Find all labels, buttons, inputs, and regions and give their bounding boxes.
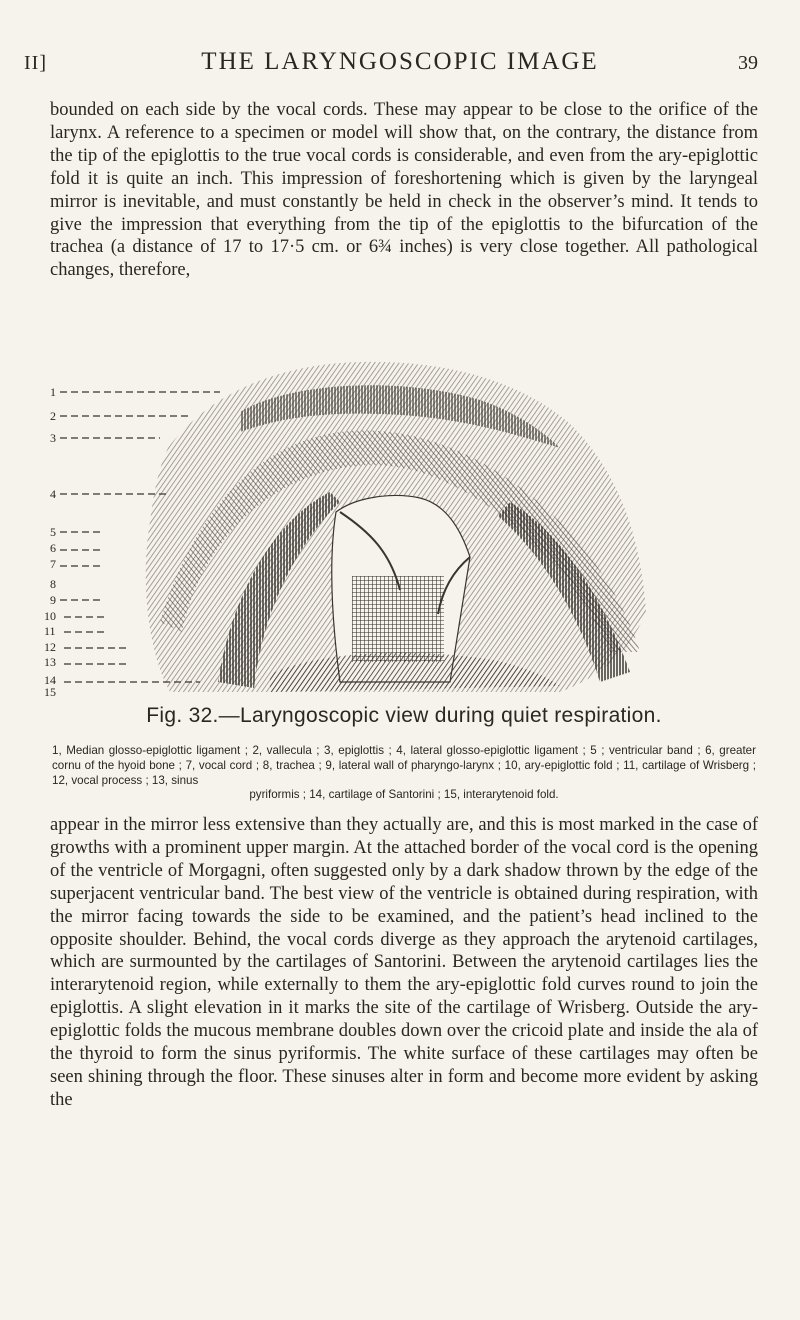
figure-label-7: 7 xyxy=(50,557,56,571)
body-paragraph-top: bounded on each side by the vocal cords. These may appear to be close to the orifice of the larynx. A reference to a specimen or model will show that, on the contrary, the distance from the tip of the epiglottis to the true vocal cords is considerable, and even from the ary-epiglottic fold it is quite an inch. This impression of foreshortening which is given by the laryngeal mirror is inevitable, and must constantly be held in check in the observer’s mind. It tends to give the impression that everything from the tip of the epiglottis to the bifurcation of the trachea (a distance of 17 to 17·5 cm. or 6¾ inches) is very close together. All pathological changes, therefore, xyxy=(50,100,758,281)
page-number: 39 xyxy=(738,52,758,74)
figure-label-13: 13 xyxy=(44,655,56,669)
figure-label-6: 6 xyxy=(50,541,56,555)
figure-label-10: 10 xyxy=(44,609,56,623)
larynx-engraving xyxy=(40,352,660,696)
figure-legend xyxy=(52,744,756,803)
figure-label-4: 4 xyxy=(50,487,56,501)
figure-label-9: 9 xyxy=(50,593,56,607)
figure-legend-last: pyriformis ; 14, cartilage of Santorini ; 15, interarytenoid fold. xyxy=(249,788,559,802)
running-title: THE LARYNGOSCOPIC IMAGE xyxy=(201,48,599,75)
figure-label-15: 15 xyxy=(44,685,56,696)
figure-label-14: 14 xyxy=(44,673,56,687)
chapter-number: II] xyxy=(24,52,47,74)
figure-label-3: 3 xyxy=(50,431,56,445)
figure-caption: Fig. 32.—Laryngoscopic view during quiet respiration. xyxy=(146,704,662,727)
figure-label-2: 2 xyxy=(50,409,56,423)
body-paragraph-bottom: appear in the mirror less extensive than they actually are, and this is most marked in the case of growths with a prominent upper margin. At the attached border of the vocal cord is the opening of the ventricle of Morgagni, often suggested only by a dark shadow thrown by the edge of the superjacent ventricular band. The best view of the ventricle is obtained during respiration, with the mirror facing towards the side to be examined, and the patient’s head inclined to the opposite shoulder. Behind, the vocal cords diverge as they approach the arytenoid cartilages, which are surmounted by the cartilages of Santorini. Between the arytenoid cartilages lies the interarytenoid region, while externally to them the ary-epiglottic fold curves round to join the epiglottis. A slight elevation in it marks the site of the cartilage of Wrisberg. Outside the ary-epiglottic folds the mucous membrane doubles down over the cricoid plate and inside the ala of the thyroid to form the sinus pyriformis. The white surface of these cartilages may often be seen shining through the floor. These sinuses alter in form and become more evident by asking the xyxy=(50,815,758,1110)
figure-label-8: 8 xyxy=(50,577,56,591)
laryngoscopic-figure xyxy=(40,352,660,696)
figure-label-5: 5 xyxy=(50,525,56,539)
figure-label-11: 11 xyxy=(44,624,56,638)
figure-label-12: 12 xyxy=(44,640,56,654)
figure-label-1: 1 xyxy=(50,385,56,399)
figure-legend-main: 1, Median glosso-epiglottic ligament ; 2, vallecula ; 3, epiglottis ; 4, lateral glosso-epiglottic ligament ; 5 ; ventricular band ; 6, greater cornu of the hyoid bone ; 7, vocal cord ; 8, trachea ; 9, lateral wall of pharyngo-larynx ; 10, ary-epiglottic fold ; 11, cartilage of Wrisberg ; 12, vocal process ; 13, sinus xyxy=(52,744,756,787)
running-head xyxy=(0,48,800,80)
